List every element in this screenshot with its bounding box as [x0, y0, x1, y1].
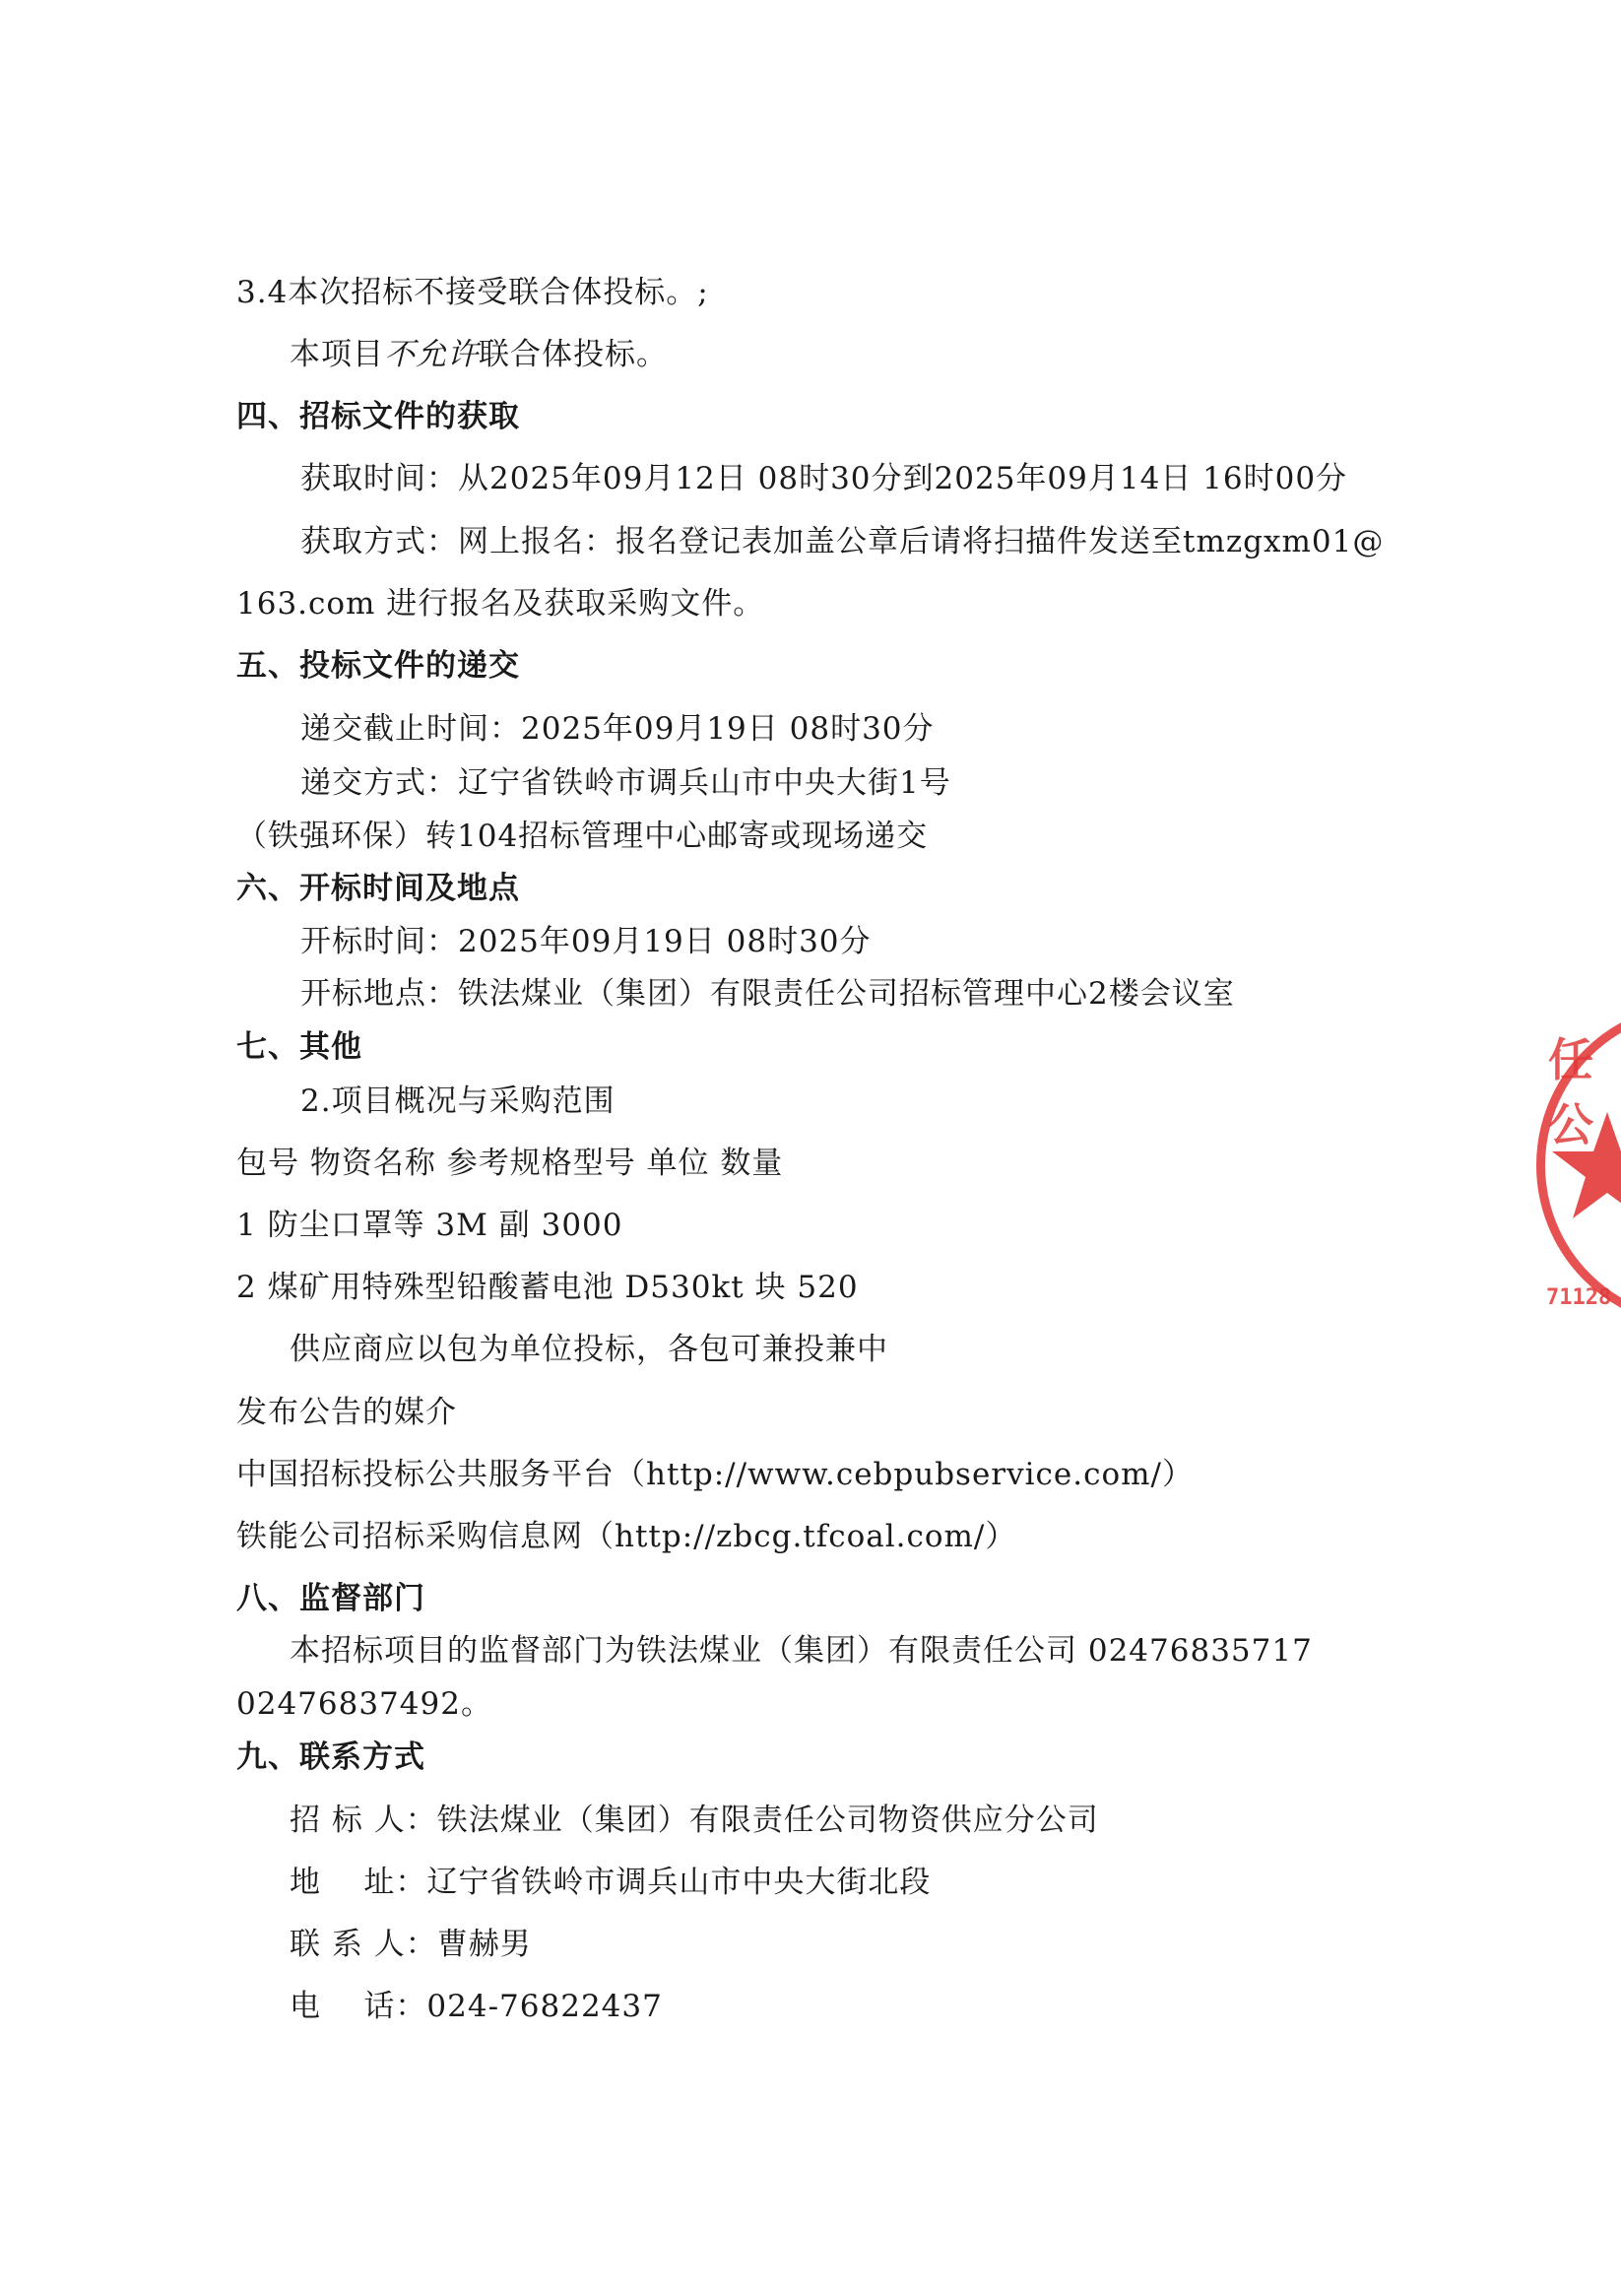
section-heading-9: 九、联系方式 [236, 1739, 425, 1775]
consortium-note-prefix: 本项目 [290, 337, 384, 372]
media-cebpubservice: 中国招标投标公共服务平台（http://www.cebpubservice.com/） [236, 1457, 1194, 1492]
opening-location: 开标地点：铁法煤业（集团）有限责任公司招标管理中心2楼会议室 [300, 976, 1235, 1012]
media-tfcoal: 铁能公司招标采购信息网（http://zbcg.tfcoal.com/） [236, 1519, 1017, 1554]
contact-address: 地 址：辽宁省铁岭市调兵山市中央大街北段 [290, 1865, 932, 1900]
project-overview: 2.项目概况与采购范围 [300, 1083, 616, 1119]
package-row-2: 2 煤矿用特殊型铅酸蓄电池 D530kt 块 520 [236, 1270, 859, 1305]
consortium-note [290, 335, 668, 374]
obtain-method: 获取方式：网上报名：报名登记表加盖公章后请将扫描件发送至tmzgxm01@ [300, 524, 1385, 559]
opening-time: 开标时间：2025年09月19日 08时30分 [300, 924, 872, 959]
section-heading-5: 五、投标文件的递交 [236, 648, 520, 684]
seal-star-icon [1548, 1108, 1621, 1226]
package-table-header: 包号 物资名称 参考规格型号 单位 数量 [236, 1146, 784, 1181]
section-heading-7: 七、其他 [236, 1029, 362, 1065]
obtain-time: 获取时间：从2025年09月12日 08时30分到2025年09月14日 16时00分 [300, 461, 1348, 496]
consortium-note-handwritten: 不允许 [384, 337, 479, 372]
package-row-1: 1 防尘口罩等 3M 副 3000 [236, 1208, 623, 1243]
contact-phone: 电 话：024-76822437 [290, 1989, 663, 2024]
submission-deadline: 递交截止时间：2025年09月19日 08时30分 [300, 711, 935, 747]
supervision-dept: 本招标项目的监督部门为铁法煤业（集团）有限责任公司 02476835717 [290, 1633, 1313, 1669]
submission-method-cont: （铁强环保）转104招标管理中心邮寄或现场递交 [236, 819, 929, 854]
consortium-note-suffix: 联合体投标。 [479, 337, 668, 372]
clause-3-4: 3.4本次招标不接受联合体投标。; [236, 275, 709, 310]
seal-number: 71128 [1546, 1285, 1612, 1310]
official-seal [1536, 985, 1621, 1340]
contact-person: 联 系 人：曹赫男 [290, 1927, 532, 1962]
obtain-method-cont: 163.com 进行报名及获取采购文件。 [236, 586, 765, 622]
submission-method: 递交方式：辽宁省铁岭市调兵山市中央大街1号 [300, 765, 951, 801]
seal-text: 任公 [1548, 1033, 1593, 1151]
section-heading-4: 四、招标文件的获取 [236, 399, 520, 434]
section-heading-6: 六、开标时间及地点 [236, 871, 520, 906]
section-heading-8: 八、监督部门 [236, 1581, 425, 1616]
contact-tenderer: 招 标 人：铁法煤业（集团）有限责任公司物资供应分公司 [290, 1803, 1099, 1838]
bidding-unit-note: 供应商应以包为单位投标，各包可兼投兼中 [290, 1332, 888, 1367]
media-heading: 发布公告的媒介 [236, 1395, 457, 1430]
supervision-dept-cont: 02476837492。 [236, 1686, 492, 1722]
